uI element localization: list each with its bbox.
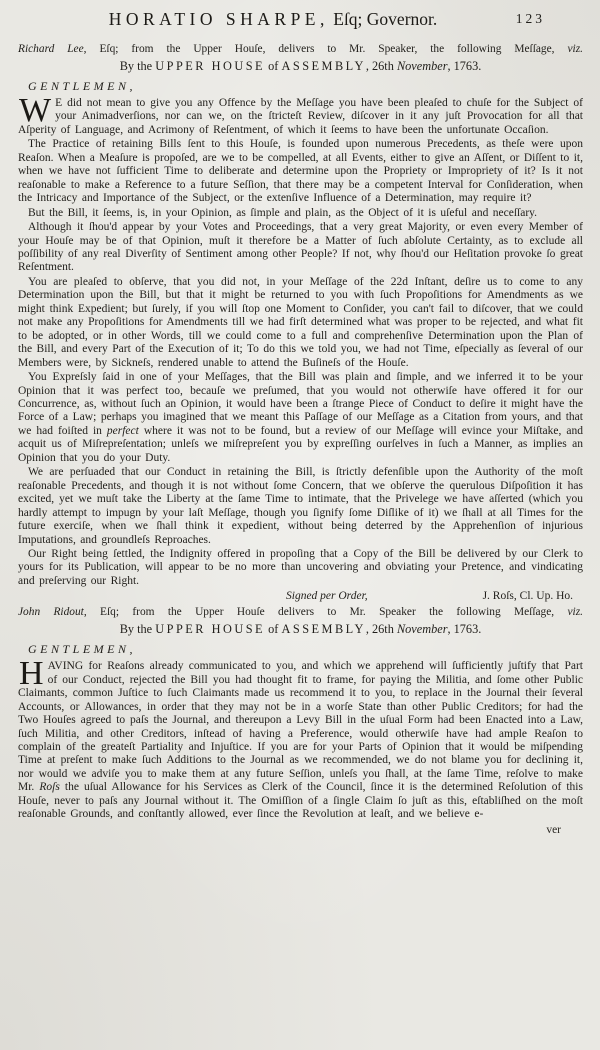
text-segment: November [396,622,448,637]
text-segment: Eſq; Governor. [328,9,438,29]
text-segment: ASSEMBLY [281,622,366,637]
text-segment: , 26th [365,59,397,73]
message-paragraph [18,466,583,547]
text-segment: , 1763. [447,622,482,637]
text-segment: You Expreſsly ſaid in one of your Meſſages, that the Bill was plain and ſimple, and we inferred it to be your Opinion that it was perfect too, becauſe we preſumed, that you would not otherwiſe have offered it for our Concurrence, as, without ſuch an Opinion, it would have been a ſtrange Piece of Conduct to deſire it might have the Force of a Law; perhaps you imagined that we meant this Paſſage of our Meſſage as a Citation from yours, and that we had foiſted in [18,371,583,437]
text-segment: , Eſq; from the Upper Houſe delivers to Mr. Speaker the following Meſſage, [83,606,568,619]
text-segment: Although it ſhou'd appear by your Votes and Proceedings, that a very great Majority, or even every Member of your Houſe may be of that Opinion, muſt it therefore be a Matter of ſuch abſolute Certainty, as to exclude all poſſibility of any real Diverſity of Sentiment among other People? If not, why ſhou'd our Heſitation provoke ſo great Reſentment. [18,221,583,274]
text-segment: UPPER HOUSE [155,59,266,73]
text-segment: viz. [567,606,583,619]
text-segment: of [265,59,282,73]
text-segment: By the [119,59,156,73]
text-segment: , 1763. [447,59,482,73]
paragraph-text [18,655,583,821]
page-header [18,7,583,33]
text-segment: viz. [567,43,583,55]
page-number: 123 [515,11,545,26]
message-paragraph [18,138,583,205]
text-segment: Our Right being ſettled, the Indignity offered in propoſing that a Copy of the Bill be delivered by our Clerk to yours for its Publication, will appear to be no more than uncovering and obviating your Pretence, and vindicating and preſerving our Right. [18,547,583,587]
text-segment: ASSEMBLY [281,59,366,73]
message-paragraph [18,371,583,465]
drop-cap: W [19,92,52,129]
salutation: GENTLEMEN, [28,79,137,93]
text-segment: November [396,59,448,73]
text-segment: E did not mean to give you any Offence by the Meſſage you have been pleaſed to chuſe for the Subject of your Animadverſions, nor can we, on the ſtricteſt Review, diſcover in it any juſt Provocation for all that Aſperity of Language, and Acrimony of Reſentment, of which it ſeems to have been the unfortunate Occaſion. [18,97,583,136]
delivery-line [18,42,583,56]
salutation: GENTLEMEN, [28,642,137,657]
catchword: ver [546,823,561,836]
message-paragraph [18,655,583,821]
text-segment: of [265,622,282,637]
text-segment: the uſual Allowance for his Services as Clerk of the Council, ſince it is the determined Reſolution of this Houſe, never to paſs any Journal without it. The Omiſſion of a ſingle Claim ſo juſt as this, eſtabliſhed on the moſt reaſonable Grounds, and conſtantly allowed, ever ſince the Revolution at leaſt, and we believe e- [18,781,583,821]
assembly-heading [18,622,583,637]
paragraph-text [18,92,583,136]
clerk-name: J. Roſs, Cl. Up. Ho. [482,590,573,603]
delivery-line [18,605,583,619]
text-segment: where it was not to be found, but a review of our Meſſage will evince your Miſtake, and acquit us of Miſrepreſentation; unleſs we miſrepreſent you by expreſſing ourſelves in ſuch a Manner, as implies an Opinion that you do your Duty. [18,424,583,464]
signed-per-order: Signed per Order, [286,590,368,603]
text-segment: By the [119,622,156,637]
text-segment: HORATIO SHARPE, [108,9,329,29]
signature-line [18,589,583,603]
text-segment: You are pleaſed to obſerve, that you did not, in your Meſſage of the 22d Inſtant, deſire us to come to any Determination upon the Bill, but that it might be returned to you with ſuch Propoſitions for Amendments as we might think Expedient; but ſurely, if you will ſtop one Moment to Conſider, you can't fail to diſcover, that we could not make any Propoſitions for Amendments till we had firſt determined what was proper to be rejected, and what fit to be adopted, or in other Words, till we could come to a full and comprehenſive Determination upon the Plan of the Bill, and every Part of the Execution of it; To do this we told you, we had not Time, eſpecially as ſeveral of our Members were, by Sickneſs, rendered unable to attend the Buſineſs of the Houſe. [18,275,583,369]
text-segment: UPPER HOUSE [155,622,266,637]
text-segment: Roſs [39,781,60,794]
text-segment: AVING for Reaſons already communicated to you, and which we apprehend will ſufficiently juſtify that Part of our Conduct, rejected the Bill you had thought fit to frame, for paying the Militia, and ſome other Public Claimants, common Juſtice to ſuch Claimants made us recommend it to you, to replace in the Journal their ſeveral Accounts, or Allowances, in order that they may not be in a worſe State than other Public Creditors; for had the Two Houſes agreed to paſs the Journal, and thereupon a Levy Bill in the uſual Form had been Enacted into a Law, ſuch Militia, and other Creditors, inſtead of having a Preference, would otherwiſe have had ample Reaſon to complain of the greateſt Partiality and Injuſtice. If you are for your Parts of Opinion that it would be miſpending Time at preſent to make ſuch Additions to the Journal as we recommended, we do not blame you for declining it, nor would we adviſe you to make them at any future Seſſion, unleſs you ſhall, at the ſame Time, reſolve to make Mr. [18,660,583,794]
message-section-2 [18,605,583,821]
message-paragraph [18,92,583,137]
text-segment: The Practice of retaining Bills ſent to this Houſe, is founded upon numerous Precedents, as theſe were upon Reaſon. When a Meaſure is propoſed, are we to be compelled, at all Events, either to give an Aſſent, or Diſſent to it, when we have not ſufficient Time to deliberate and determine upon the Propriety or Impropriety of it? Is it not reaſonable to make a Reference to a future Seſſion, that there may be a competent Interval for Conſideration, when the Intricacy and Importance of the Subject, or the extenſive Influence of a Determination, may require it? [18,138,583,205]
text-segment: We are perſuaded that our Conduct in retaining the Bill, is ſtrictly defenſible upon the Authority of the moſt reaſonable Precedents, and though it is not without ſome Concern, that we obſerve the querulous Diſpoſition it has excited, yet we muſt take the Liberty at the ſame Time to intimate, that the Privelege we have aſſerted (which you hardly attempt to impugn by your laſt Meſſage, though you ſignify ſome Diſlike of it) we ſhall at all Times for the future exerciſe, when we ſhall think it expedient, without being deterred by the Apprehenſion of injurious Imputations, and groundleſs Reproaches. [18,466,583,546]
message-paragraph [18,276,583,370]
message-paragraph [18,221,583,275]
assembly-heading [18,59,583,74]
message-section-1 [18,42,583,603]
text-segment: Richard Lee [18,43,84,55]
message-paragraph [18,207,583,220]
page-title [18,7,528,30]
message-paragraph [18,548,583,588]
text-segment: , 26th [365,622,397,637]
text-segment: perfect [106,424,139,437]
text-segment: , Eſq; from the Upper Houſe, delivers to Mr. Speaker, the following Meſſage, [83,43,568,55]
text-segment: But the Bill, it ſeems, is, in your Opinion, as ſimple and plain, as the Object of it is uſeful and neceſſary. [28,206,538,219]
text-segment: John Ridout [18,606,84,619]
drop-cap: H [19,655,44,693]
